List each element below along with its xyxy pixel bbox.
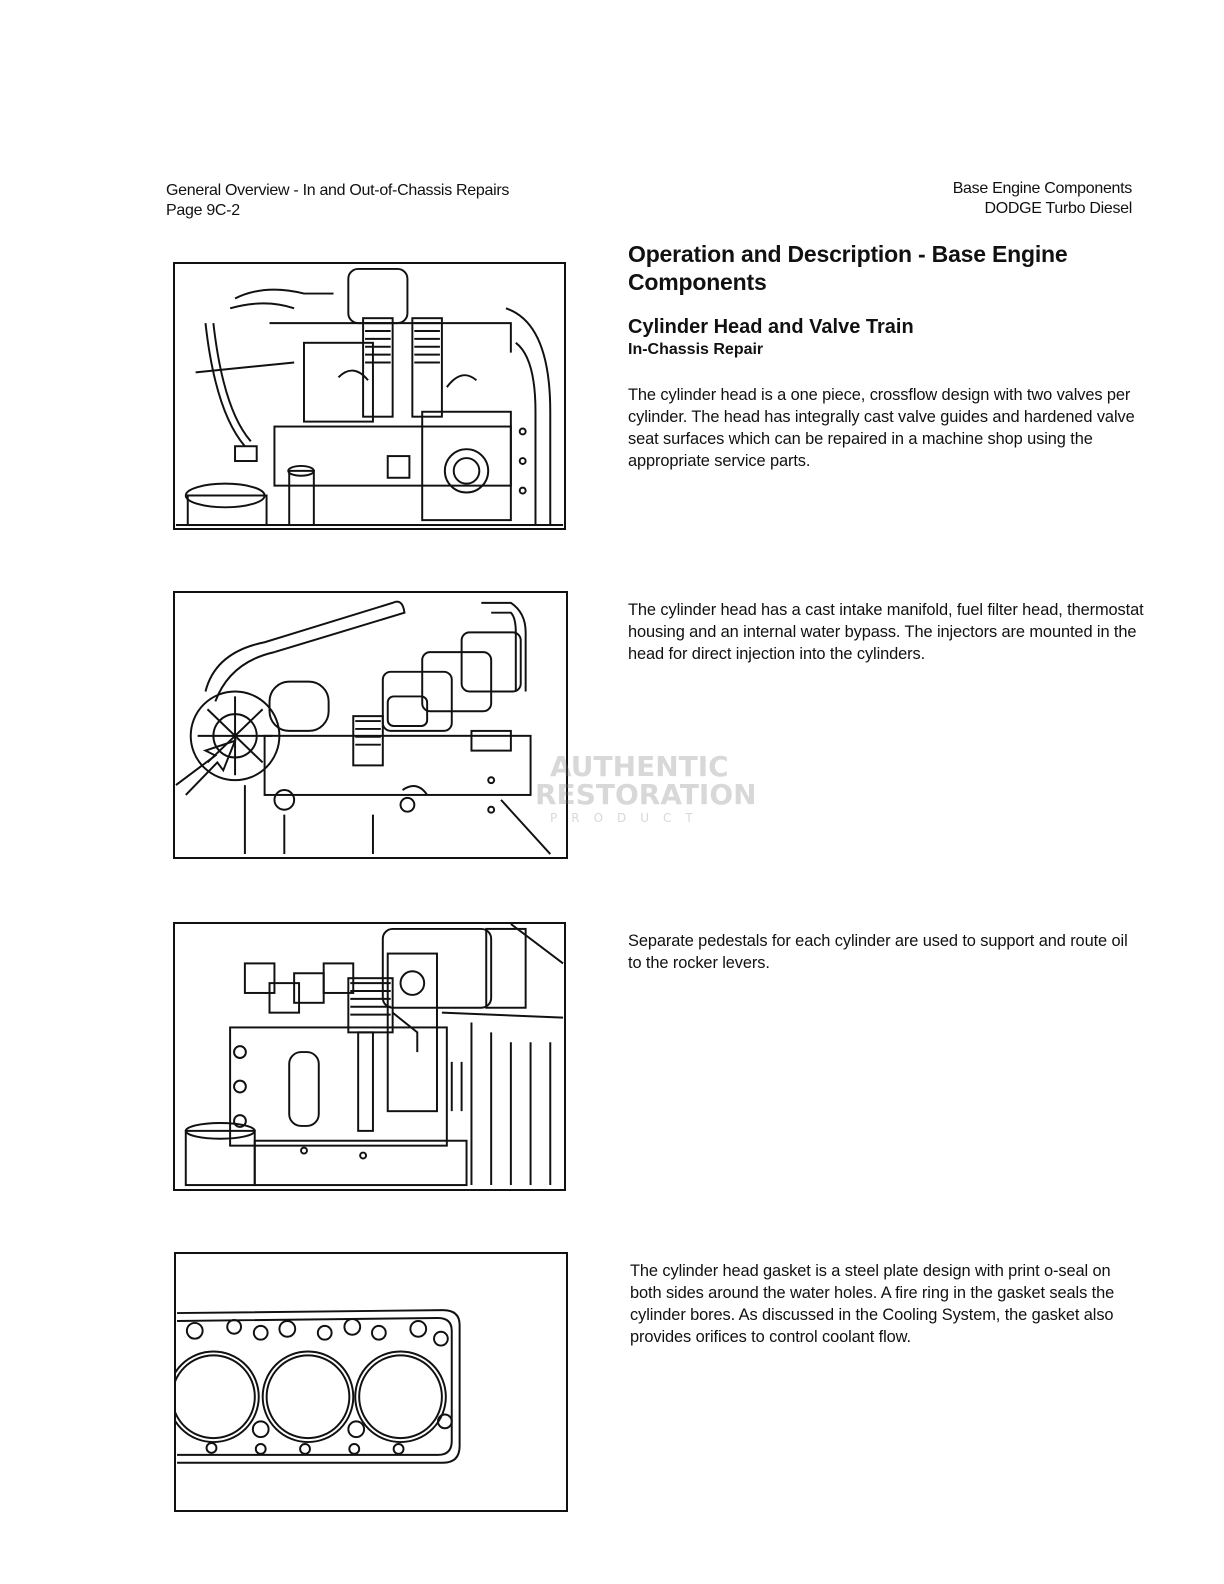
paragraph-pedestals: Separate pedestals for each cylinder are used to support and route oil to the rocker levers.	[628, 932, 1128, 972]
header-section-name: Base Engine Components	[952, 180, 1132, 197]
paragraph-cylinder-head: The cylinder head is a one piece, crossflow design with two valves per cylinder. The head has integrally cast valve guides and hardened valve seat surfaces which can be repaired in a machine shop using the appropriate service parts.	[628, 386, 1135, 470]
running-header-left	[166, 181, 509, 221]
watermark-line1: AUTHENTIC	[550, 750, 729, 783]
head-gasket-illustration	[174, 1252, 568, 1512]
authentic-restoration-watermark	[440, 748, 800, 828]
header-chapter-title: General Overview - In and Out-of-Chassis Repairs	[166, 182, 510, 199]
engine-valve-train-illustration	[173, 262, 566, 530]
subsection-title: Cylinder Head and Valve Train	[628, 316, 914, 338]
watermark-line3: PRODUCT	[550, 811, 707, 825]
paragraph-intake-manifold: The cylinder head has a cast intake manifold, fuel filter head, thermostat housing and an internal water bypass. The injectors are mounted in the head for direct injection into the cylinders.	[628, 601, 1144, 663]
rocker-pedestal-illustration	[173, 922, 566, 1191]
running-header-right	[780, 179, 1132, 219]
header-vehicle-name: DODGE Turbo Diesel	[984, 200, 1132, 217]
subsection-subtitle: In-Chassis Repair	[628, 341, 764, 358]
watermark-line2: RESTORATION	[535, 778, 757, 811]
header-page-number: Page 9C-2	[166, 202, 240, 219]
paragraph-head-gasket: The cylinder head gasket is a steel plate design with print o-seal on both sides around the water holes. A fire ring in the gasket seals the cylinder bores. As discussed in the Cooling System, the gasket also provides orifices to control coolant flow.	[630, 1262, 1115, 1346]
section-title: Operation and Description - Base Engine Components	[628, 241, 1068, 295]
